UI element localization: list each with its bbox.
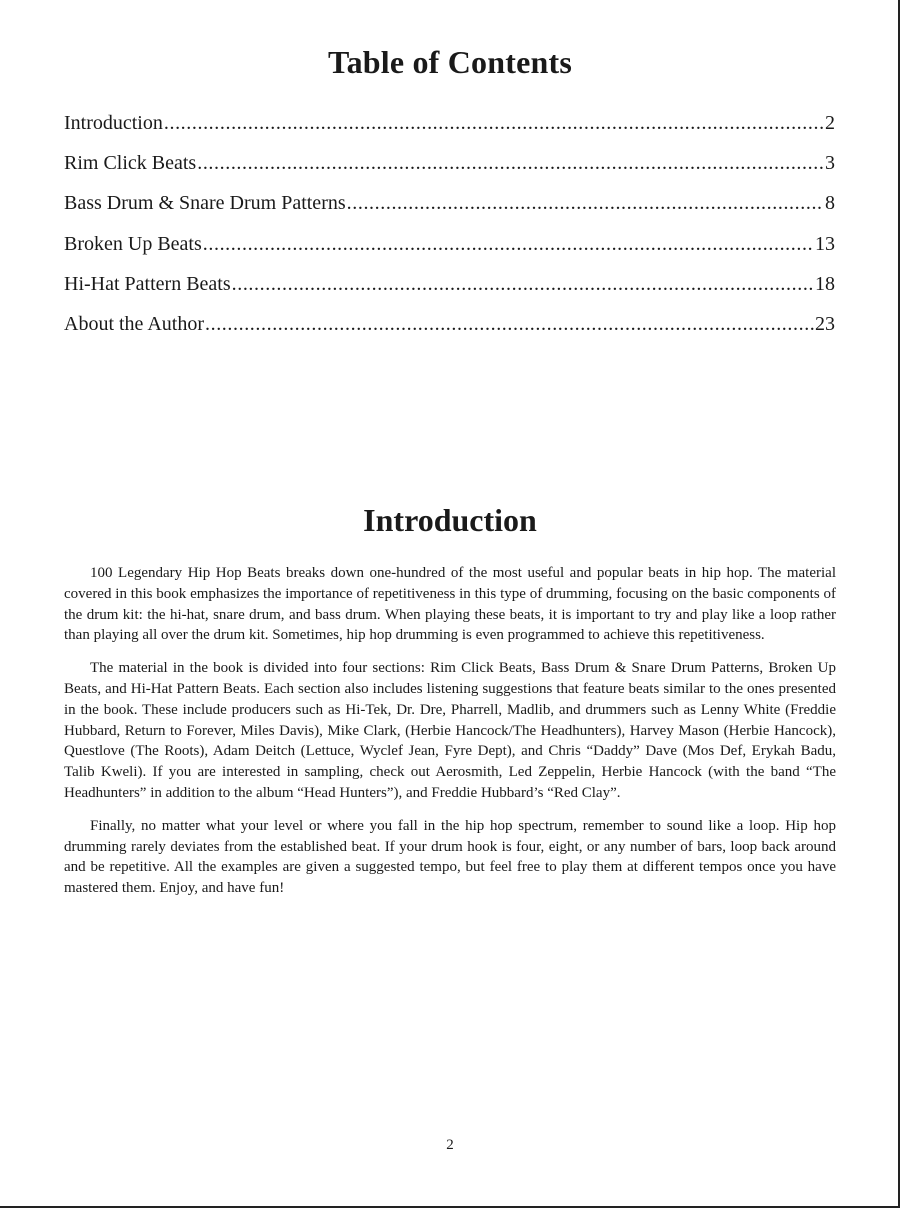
introduction-paragraph-1: 100 Legendary Hip Hop Beats breaks down one-hundred of the most useful and popular beats in hip hop. The material covered in this book emphasizes the importance of repetitiveness in this type of drumming, focusing on the basic components of the drum kit: the hi-hat, snare drum, and bass drum. When playing these beats, it is important to try and play like a loop rather than playing all over the drum kit. Sometimes, hip hop drumming is even programmed to achieve this repetitiveness. [64, 565, 836, 644]
toc-entry-label: Broken Up Beats [64, 232, 202, 255]
toc-entry-label: About the Author [64, 312, 204, 335]
toc-entry-label: Bass Drum & Snare Drum Patterns [64, 192, 346, 215]
introduction-paragraph-3: Finally, no matter what your level or where you fall in the hip hop spectrum, remember to sound like a loop. Hip hop drumming rarely deviates from the established beat. If your drum hook is four, eight, or any number of bars, loop back around and be repetitive. All the examples are given a suggested tempo, but feel free to play them at different tempos once you have mastered them. Enjoy, and have fun! [64, 817, 836, 897]
toc-dot-leader [203, 227, 814, 261]
toc-entry-page: 2 [825, 112, 835, 134]
toc-dot-leader [347, 186, 824, 220]
toc-entry-page: 13 [815, 232, 835, 255]
toc-entry-page: 23 [815, 312, 835, 335]
toc-entry-hi-hat-pattern-beats[interactable] [64, 267, 835, 307]
toc-dot-leader [205, 307, 814, 341]
introduction-paragraph-2: The material in the book is divided into four sections: Rim Click Beats, Bass Drum & Snare Drum Patterns, Broken Up Beats, and Hi-Hat Pattern Beats. Each section also includes listening suggestions that feature beats similar to the ones presented in the book. These include producers such as Hi-Tek, Dr. Dre, Pharrell, Madlib, and drummers such as Lenny White (Freddie Hubbard, Return to Forever, Miles Davis), Mike Clark, (Herbie Hancock/The Headhunters), Harvey Mason (Herbie Hancock), Questlove (The Roots), Adam Deitch (Lettuce, Wyclef Jean, Fyre Dept), and Chris “Daddy” Dave (Mos Def, Erykah Badu, Talib Kweli). If you are interested in sampling, check out Aerosmith, Led Zeppelin, Herbie Hancock (with the band “The Headhunters” in addition to the album “Head Hunters”), and Freddie Hubbard’s “Red Clay”. [64, 660, 836, 801]
toc-title: Table of Contents [327, 44, 573, 80]
toc-entry-bass-snare-patterns[interactable] [64, 186, 835, 226]
toc-entry-page: 18 [815, 272, 835, 295]
toc-entry-label: Hi-Hat Pattern Beats [64, 272, 231, 295]
introduction-body [64, 563, 836, 911]
toc-dot-leader [197, 146, 824, 180]
table-of-contents [64, 106, 835, 347]
page-number: 2 [446, 1137, 454, 1153]
toc-entry-label: Rim Click Beats [64, 152, 197, 175]
toc-entry-page: 3 [825, 152, 835, 175]
toc-entry-rim-click-beats[interactable] [64, 146, 835, 186]
toc-entry-page: 8 [825, 192, 835, 215]
toc-entry-broken-up-beats[interactable] [64, 227, 835, 267]
toc-entry-label: Introduction [64, 112, 163, 134]
toc-dot-leader [164, 106, 824, 140]
toc-entry-introduction[interactable] [64, 106, 835, 146]
introduction-title: Introduction [363, 502, 537, 538]
toc-dot-leader [232, 267, 814, 301]
toc-entry-about-the-author[interactable] [64, 307, 835, 347]
